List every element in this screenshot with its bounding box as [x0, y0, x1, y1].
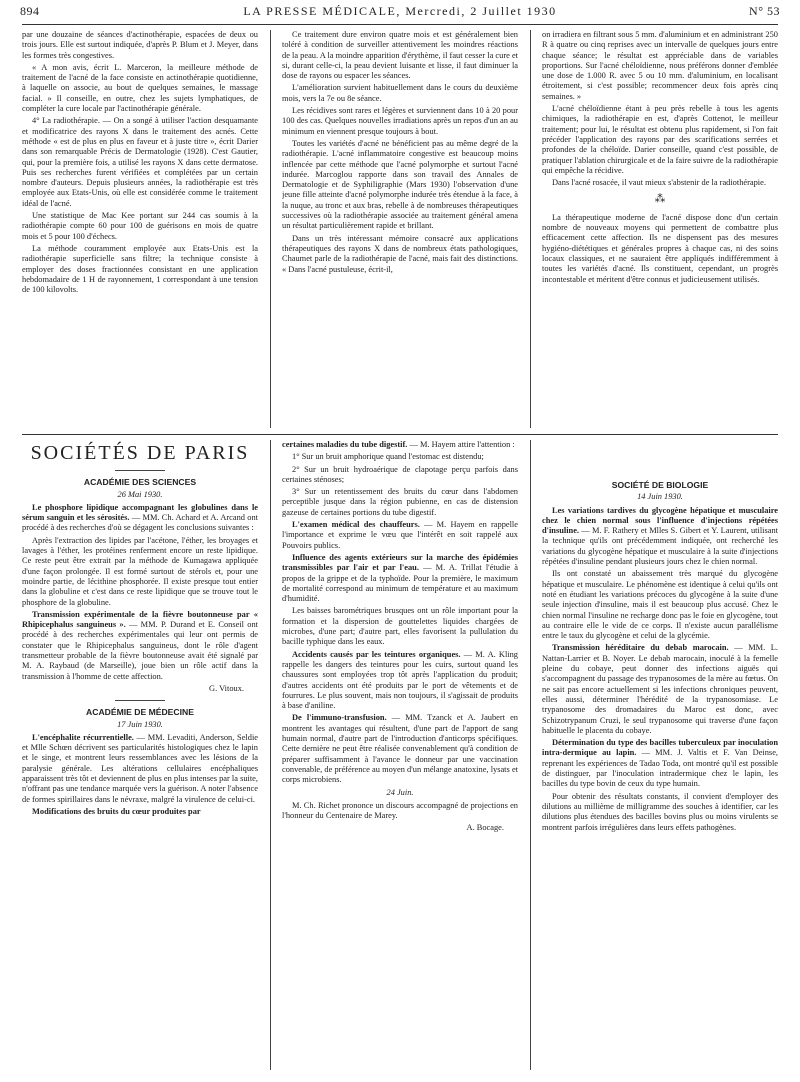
- article-heading: Les variations tardives du glycogène hépatique et musculaire chez le chien normal sous l'influence d'injections répétées d'insuline.: [542, 505, 778, 536]
- society-biology-heading: SOCIÉTÉ DE BIOLOGIE: [611, 480, 709, 490]
- top-column-1: [22, 30, 258, 428]
- article-heading: certaines maladies du tube digestif.: [282, 440, 408, 449]
- article-text: — M. Hayem en rappelle l'importance et exprime le vœu que l'intérêt en soit rappelé aux Pouvoirs publics.: [282, 520, 518, 550]
- title-rule: [115, 470, 165, 471]
- article-text: — M. A. Kling rappelle les dangers des teintures pour les cuirs, surtout quand les chaussures sont employées trop tôt après l'application du produit; d'autres accidents ont été produits par le port de vêtements et de fourrures. Le plus souvent, mais non toujours, il s'agissait de produits à base d'aniline.: [282, 649, 518, 711]
- section-title: SOCIÉTÉS DE PARIS: [30, 442, 250, 464]
- header-rule: [22, 24, 778, 25]
- column-divider: [530, 30, 531, 428]
- article-heading: Modifications des bruits du cœur produites par: [32, 806, 201, 816]
- article-text: — MM. L. Nattan-Larrier et B. Noyer. Le debab marocain, inoculé à la femelle pleine du cobaye, peut donner des infections aiguës qui s'accompagnent du passage des trypanosomes de la mère au fœtus. On ne sait pas encore actuellement si les infections chroniques peuvent, elles aussi, déterminer l'hérédité de la trypanosomiase. Le trypanosome des dromadaires du Maroc est donc, avec Schizotrypanum Cruzi, le seul trypanosome qui traverse d'une façon habituelle le placenta du cobaye.: [542, 643, 778, 735]
- article-text: — M. A. Trillat l'étudie à propos de la grippe et de la typhoïde. Pour la première, le maximum de mortalité correspond au minimum de température et au maximum d'humidité.: [282, 563, 518, 604]
- paragraph: 4° La radiothérapie. — On a songé à utiliser l'action desquamante et modificatrice des rayons X dans le traitement des acnés. Cette méthode « est de plus en plus en faveur et à juste titre », écrit Darier dans son remarquable Précis de Dermatologie (1928). C'est Gautier, qui, pour la première fois, a utilisé les rayons X dans cette dermatose. Puis ses recherches furent vérifiées et complétées par un certain nombre d'auteurs. Depuis plusieurs années, la radiothérapie est très employée aux Etats-Unis, où elle est considérée comme le traitement idéal de l'acné.: [22, 116, 258, 208]
- paragraph: La méthode couramment employée aux Etats-Unis est la radiothérapie superficielle sans filtre; la technique consiste à employer des doses fractionnées consistant en une application hebdomadaire de 1 H de rayonnement, 1 correspondant à une tension de 100 kilovolts.: [22, 243, 258, 295]
- article-text: — M. F. Rathery et Mlles S. Gibert et Y. Laurent, utilisant la technique qu'ils ont précédemment indiquée, ont recherché les variations du glycogène hépatique et musculaire à la suite d'injections répétées d'insuline pendant plusieurs jours chez le chien normal.: [542, 526, 778, 567]
- bottom-column-3: [542, 440, 778, 1070]
- article-text: — MM. P. Durand et E. Conseil ont procédé à des recherches expérimentales qui leur ont permis de constater que le Rhipicephalus sanguineus, dont le rôle d'agent transmetteur probable de la fièvre boutonneuse avait été signalé par M. A. Raybaud (de Marseille), joue bien un rôle actif dans la transmission à l'homme de cette affection.: [22, 620, 258, 681]
- article-text: — M. Hayem attire l'attention :: [407, 440, 515, 449]
- paragraph: Dans un très intéressant mémoire consacré aux applications thérapeutiques des rayons X dans de nombreux états pathologiques, Chaumet parle de la radiothérapie de l'acné, mais fait des distinctions. « Dans l'acné pustuleuse, écrit-il,: [282, 233, 518, 274]
- article-text: — MM. Ch. Achard et A. Arcand ont procédé à des recherches d'où se dégagent les conclusions suivantes :: [22, 513, 258, 533]
- paragraph: La thérapeutique moderne de l'acné dispose donc d'un certain nombre de nouveaux moyens qui permettent de combattre plus efficacement cette affection. Ils ne dispensent pas des mesures hygiéno-diététiques et générales propres à chaque cas, ni des soins locaux classiques, et ne sauraient être appliqués indifféremment à toutes les variétés d'acné. Ils constituent, cependant, un progrès incontestable et méritent d'être connus et judicieusement utilisés.: [542, 212, 778, 284]
- top-column-2: [282, 30, 518, 428]
- section-stars: ⁂: [654, 193, 666, 206]
- paragraph: Pour obtenir des résultats constants, il convient d'employer des dilutions au millième de milligramme des souches à identifier, car les dilutions plus étendues des bacilles bovins plus ou moins virulents se montrent parfois irrégulières dans leurs effets pathogènes.: [542, 791, 778, 832]
- journal-title: LA PRESSE MÉDICALE, Mercredi, 2 Juillet 1930: [243, 4, 557, 18]
- paragraph: L'acné chéloïdienne étant à peu près rebelle à tous les agents chimiques, la radiothérapie en est, d'après Cottenot, le meilleur traitement; pour lui, le résultat est obtenu plus rapidement, si l'on fait précéder l'application des rayons par des scarifications serrées et profondes de la chéloïde. Darier conseille, quand c'est possible, de pratiquer l'ablation chirurgicale et de la faire suivre de la radiothérapie qui empêche la récidive.: [542, 104, 778, 175]
- paragraph: Les baisses barométriques brusques ont un rôle important pour la formation et la dispersion de gouttelettes liquides chargées de microbes, d'une part; d'autre part, elles favorisent la pullulation du bacille typhique dans les eaux.: [282, 606, 518, 647]
- paragraph: Après l'extraction des lipides par l'acétone, l'éther, les broyages et lavages à l'éther, les protéines renferment encore un reste lipidique. Ce reste peut être extrait par la méthode de Kumagawa appliquée d'une façon prolongée. Il est formé surtout de stérols et, pour une moindre partie, de lécithine phosphorée. Il existe presque tout entier dans la globuline et c'est dans ce reste lipidique que se trouve tout le phosphore de la globuline.: [22, 535, 258, 607]
- section-rule: [22, 434, 778, 435]
- session-date: 17 Juin 1930.: [117, 719, 163, 729]
- session-date: 24 Juin.: [386, 787, 414, 797]
- session-date: 26 Mai 1930.: [117, 489, 163, 499]
- column-divider: [530, 440, 531, 1070]
- bottom-column-1: [22, 440, 258, 1070]
- issue-number: N° 53: [749, 4, 780, 18]
- article-heading: Détermination du type des bacilles tuberculeux par inoculation intra-dermique au lapin.: [542, 738, 778, 758]
- column-divider: [270, 440, 271, 1070]
- paragraph: Ils ont constaté un abaissement très marqué du glycogène hépatique et musculaire. Le phénomène est identique à celui qu'ils ont noté en étudiant les variations précoces du glycogène à la suite d'une seule injection d'insuline, mais il est beaucoup plus accusé. Chez le chien normal l'insuline ne recharge donc pas le foie en glycogène, tout au contraire elle le vide de ce corps. Il n'existe aucun parallélisme entre le taux du glycogène et celui de la glycémie.: [542, 569, 778, 641]
- signature: G. Vitoux.: [209, 683, 244, 693]
- paragraph: L'amélioration survient habituellement dans le cours du deuxième mois, vers la 7e ou 8e séance.: [282, 83, 518, 103]
- paragraph: 1° Sur un bruit amphorique quand l'estomac est distendu;: [292, 452, 484, 462]
- separator-rule: [115, 700, 165, 701]
- page-header: [20, 4, 780, 24]
- article-heading: Le phosphore lipidique accompagnant les globulines dans le sérum sanguin et les sérosités.: [22, 502, 258, 523]
- article-heading: L'encéphalite récurrentielle.: [32, 732, 134, 742]
- page-number: 894: [20, 4, 40, 18]
- paragraph: on irradiera en filtrant sous 5 mm. d'aluminium et en administrant 250 R à quatre ou cinq reprises avec un intervalle de quelques jours entre chaque séance; le résultat est appréciable dans de variables proportions. Sur l'acné chéloïdienne, nous préférons donner d'emblée une dose de 1.000 R. avec 5 ou 10 mm. d'aluminium, en localisant étroitement, si c'est possible; recommencer deux fois après cinq semaines. »: [542, 30, 778, 101]
- academy-medicine-heading: ACADÉMIE DE MÉDECINE: [86, 707, 194, 718]
- paragraph: 3° Sur un retentissement des bruits du cœur dans l'abdomen perceptible jusque dans la région pubienne, en cas de distension gazeuse de certaines portions du tube digestif.: [282, 487, 518, 517]
- bottom-column-2: [282, 440, 518, 1070]
- academy-sciences-heading: ACADÉMIE DES SCIENCES: [83, 477, 197, 488]
- paragraph: 2° Sur un bruit hydroaérique de clapotage perçu parfois dans certaines sténoses;: [282, 464, 518, 484]
- article-heading: Influence des agents extérieurs sur la marche des épidémies transmissibles par l'air et par l'eau.: [282, 552, 518, 573]
- paragraph: Une statistique de Mac Kee portant sur 244 cas soumis à la radiothérapie compte 60 pour 100 de guérisons en mois de quatre mois et 5 pour 100 d'échecs.: [22, 211, 258, 241]
- session-date: 14 Juin 1930.: [637, 492, 683, 502]
- paragraph: Dans l'acné rosacée, il vaut mieux s'abstenir de la radiothérapie.: [552, 178, 766, 188]
- article-text: — MM. Tzanck et A. Jaubert en montrent les avantages qui résultent, d'une part de l'apport de sang humain normal, d'autre part de l'introduction d'anticorps spécifiques. Cette dernière ne peut être réalisée convenablement qu'à condition de préparer suffisamment à l'avance le donneur par une vaccination convenable, de préférence au moyen d'un mélange anatoxine, lysats et corps microbiens.: [282, 713, 518, 785]
- article-text: — MM. J. Valtis et F. Van Deinse, reprenant les expériences de Tadao Toda, ont montré qu'il est possible de distinguer, par l'inoculation intradermique chez le lapin, les bacilles du type bovin de ceux du type humain.: [542, 748, 778, 789]
- article-heading: De l'immuno-transfusion.: [292, 713, 387, 723]
- article-heading: Transmission héréditaire du debab marocain.: [552, 643, 729, 653]
- paragraph: Les récidives sont rares et légères et surviennent dans 10 à 20 pour 100 des cas. Quelques nouvelles irradiations après un repos d'un an au minimum en viennent presque toujours à bout.: [282, 106, 518, 136]
- article-text: — MM. Levaditi, Anderson, Seldie et Mlle Schœn décrivent ses particularités histologiques chez le lapin et le singe, et montrent leurs ressemblances avec les lésions de la paralysie générale. Les altérations cellulaires encéphaliques apparaissent très tôt et deviennent de plus en plus intenses par la suite, n'offrant pas une tendance marquée vers la guérison. A noter l'absence de formes spirillaires dans le névraxe, malgré la virulence de celui-ci.: [22, 732, 258, 804]
- paragraph: M. Ch. Richet prononce un discours accompagné de projections en l'honneur du Centenaire de Marey.: [282, 800, 518, 821]
- article-heading: Transmission expérimentale de la fièvre boutonneuse par « Rhipicephalus sanguineus ».: [22, 609, 258, 630]
- paragraph: « A mon avis, écrit L. Marceron, la meilleure méthode de traitement de l'acné de la face consiste en actinothérapie quotidienne, à laquelle on associe, au bout de quelques semaines, le massage facial. » Il conseille, en outre, chez les sujets lymphatiques, de compléter la cure locale par l'actinothérapie générale.: [22, 62, 258, 114]
- column-divider: [270, 30, 271, 428]
- article-heading: Accidents causés par les teintures organiques.: [292, 649, 461, 659]
- article-heading: L'examen médical des chauffeurs.: [292, 520, 420, 530]
- paragraph: Toutes les variétés d'acné ne bénéficient pas au même degré de la radiothérapie. L'acné inflammatoire congestive est beaucoup moins inflencée par cette méthode que l'acné polymorphe et surtout l'acné indurée. Marcoglou rapporte dans son travail des Annales de Dermatologie et de Syphiligraphie (Mars 1930) l'observation d'une jeune fille atteinte d'acné polymorphe indurée très étendue à la face, à la nuque, au tronc et aux bras, rebelle à de nombreuses thérapeutiques successives où la radiothérapie associée au traitement général amena un résultat particulièrement rapide et brillant.: [282, 138, 518, 231]
- paragraph: par une douzaine de séances d'actinothérapie, espacées de deux ou trois jours. Elle est surtout indiquée, d'après P. Blum et J. Meyer, dans les formes très congestives.: [22, 30, 258, 60]
- top-column-3: [542, 30, 778, 428]
- signature: A. Bocage.: [466, 823, 504, 833]
- paragraph: Ce traitement dure environ quatre mois et est généralement bien toléré à condition de surveiller attentivement les moindres réactions de la peau. A la moindre apparition d'érythème, il faut cesser la cure et si, durant celle-ci, la peau devient luisante et lisse, il faut diminuer la dose de rayons ou espacer les séances.: [282, 30, 518, 81]
